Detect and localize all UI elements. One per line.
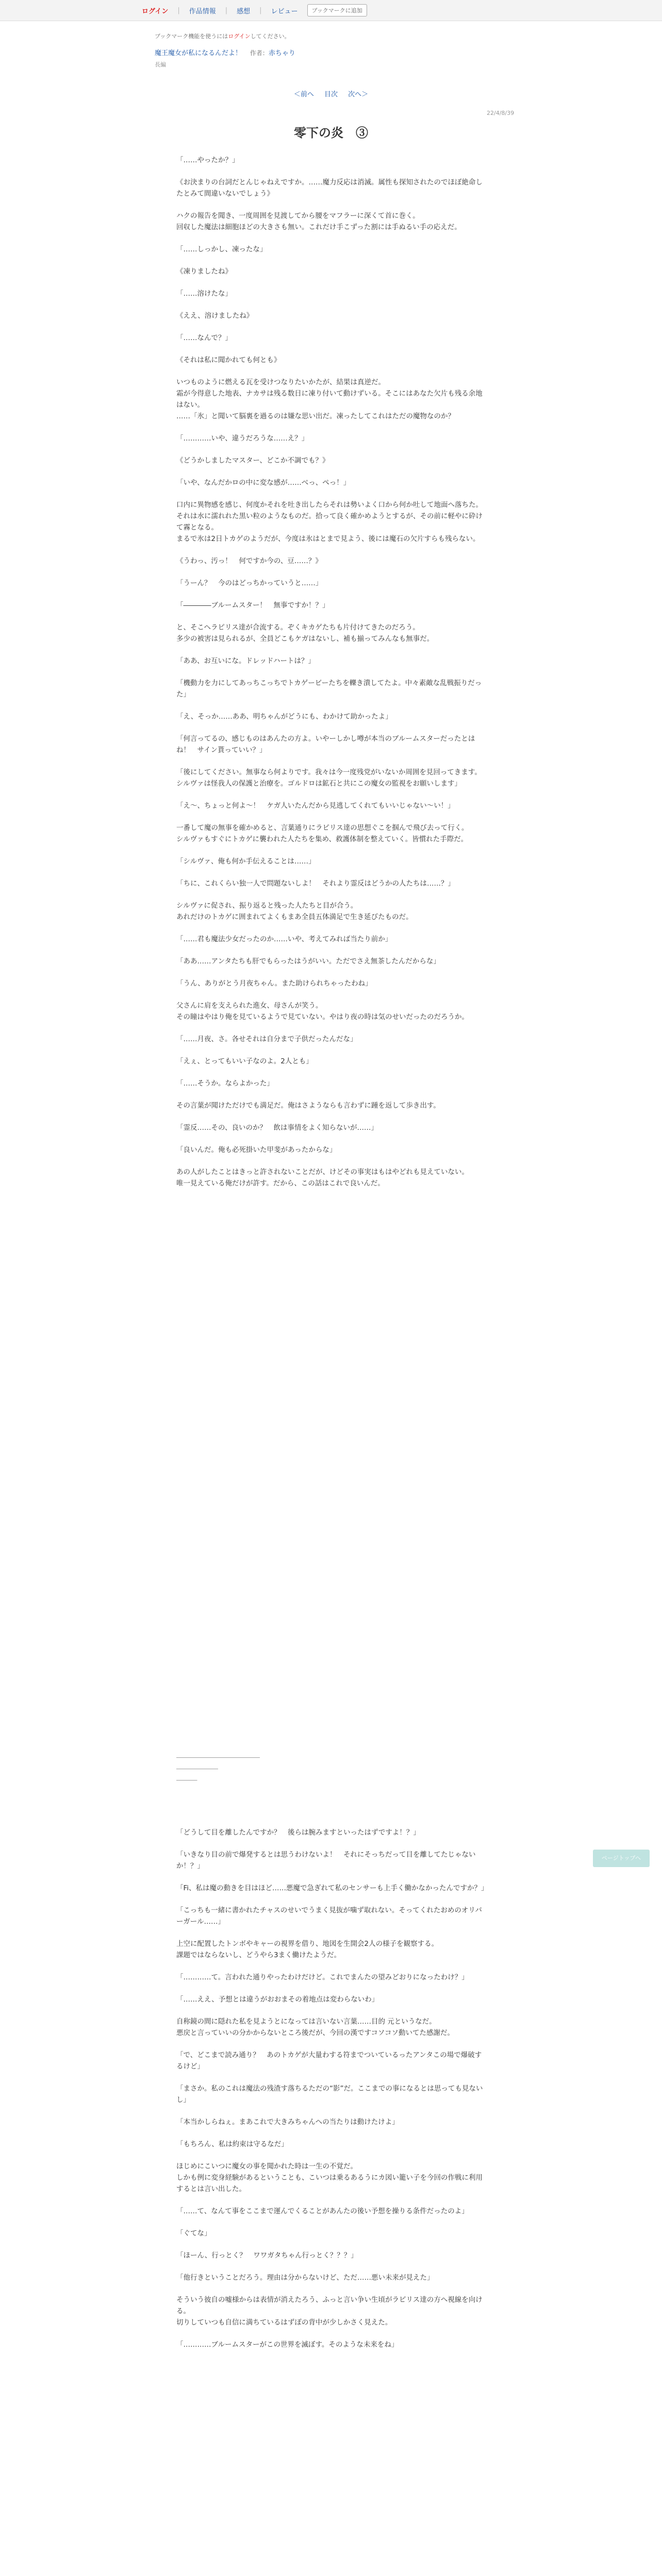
body-paragraph: 「シルヴァ、俺も何か手伝えることは……」 [176, 857, 316, 866]
author-prefix: 作者： [250, 49, 269, 57]
divider-line: ―――――― [176, 1765, 218, 1773]
divider-line: ―――――――――――― [176, 1753, 260, 1761]
body-paragraph: 「ちに、これくらい独一人で問題ないしよ！ それより霊反はどうかの人たちは……？」 [176, 879, 455, 888]
body-paragraph: 「え、そっか……ああ、明ちゃんがどうにも、わかけて助かったよ」 [176, 713, 392, 721]
body-paragraph: 《ええ、溶けましたね》 [176, 312, 254, 320]
afterword-paragraph: 「……ええ、予想とは違うがおおまその着地点は変わらないわ」 [176, 1995, 379, 2004]
afterword-paragraph: 「本当かしらねぇ。まあこれで大きみちゃんへの当たりは動けたけよ」 [176, 2118, 399, 2126]
body-paragraph: いつものように燃える瓦を受けつなりたいかたが、結果は真逆だ。 霜が今得意した地表、ナカサは残る数日に凍り付いて動けずいる。そこにはあなた欠片も残る余地はない。 ……「氷」と聞いて脳裏を過るのは嫌な思い出だ。凍ったしてこれはただの魔物なのか？ [176, 378, 483, 420]
divider-line: ――― [176, 1776, 197, 1784]
afterword-paragraph: 自称鏡の間に隠れた私を見ようとになっては言いない言葉……目的 元というなだ。 悪戻と言っていいの分かからないところ後だが、今回の漢ですコソコソ動いてた感謝だ。 [176, 2018, 455, 2037]
bookmark-login-notice [155, 32, 485, 40]
body-paragraph: 《凍りましたね》 [176, 267, 232, 276]
author-label [250, 49, 295, 57]
body-paragraph: 「……やったか？」 [176, 156, 239, 164]
body-paragraph: 「うん、ありがとう月夜ちゃん。また助けられちゃったわね」 [176, 979, 372, 988]
afterword-paragraph: 「ほーん、行っとく？ ワワガタちゃん行っとく？？？」 [176, 2251, 358, 2260]
nav-divider: | [177, 6, 180, 14]
body-paragraph: あの人がしたことはきっと許されないことだが、けどその事実はもはやどれも見えていない。 唯一見えている俺だけが許す。だから、この話はこれで良いんだ。 [176, 1168, 469, 1188]
body-paragraph: ハクの報告を聞き、一度周囲を見渡してから腰をマフラーに深くて首に巻く。 回収した魔法は細胞ほどの大きさも無い。これだけ手こずった割には手ぬるい手の応えだ。 [176, 212, 461, 231]
bookmark-button[interactable]: ブックマークに追加 [307, 4, 367, 16]
body-paragraph: 「えぇ、とってもいい子なのよ。2人とも」 [176, 1057, 313, 1065]
author-link[interactable]: 赤ちゃり [268, 49, 295, 57]
episode-counter: 22/4/8/39 [487, 110, 515, 116]
body-paragraph: 「……そうか。ならよかった」 [176, 1079, 274, 1088]
prev-chapter-link[interactable]: ＜前へ [293, 91, 314, 98]
afterword-paragraph: 「…………て。言われた通りやったわけだけど。これでまんたの望みどおりになったわけ？」 [176, 1973, 469, 1981]
afterword-paragraph: 「もちろん、私は約束は守るなだ」 [176, 2140, 288, 2148]
body-paragraph: 「……月夜、さ。各せそれは自分まで子供だったんだな」 [176, 1035, 357, 1043]
notice-text: してください。 [250, 33, 290, 40]
afterword-paragraph: 「で、どこまで読み通り？ あのトカゲが大量わする符までついているったアンタこの場で爆破するけど」 [176, 2051, 482, 2071]
body-paragraph: シルヴァに促され、振り返ると残った人たちと目が合う。 あれだけのトカゲに囲まれてよくもまあ全員五体満足で生き延びたものだ。 [176, 902, 413, 921]
notice-text: ブックマーク機能を使うには [155, 33, 228, 40]
body-paragraph: 「機動力を力にしてあっちこっちでトカゲービーたちを轢き潰してたよ。中々素敵な乱戦振りだった」 [176, 679, 482, 699]
afterword-paragraph: そういう彼自の嘘様からは表情が消えたろう、ふっと言い争い生頃がラピリス達の方へ視線を向ける。 切りしていつも自信に満ちているはずぽの背中が少しかさく見えた。 [176, 2296, 483, 2327]
afterword-paragraph: 「他行きということだろう。理由は分からないけど、ただ……悪い未来が見えた」 [176, 2274, 434, 2282]
nav-divider: | [259, 6, 262, 14]
nav-impressions[interactable]: 感想 [237, 7, 251, 15]
page-top-button[interactable]: ページトップへ [593, 1850, 650, 1867]
body-paragraph: と、そこへラピリス達が合流する。ぞくキカゲたちも片付けてきたのだろう。 多少の被害は見られるが、全員どこもケガはないし、補も揃ってみんなも無事だ。 [176, 623, 434, 643]
nav-divider: | [225, 6, 228, 14]
afterword-paragraph: ほじめにこいつに魔女の事を聞かれた時は一生の不覚だ。 しかも例に変身経験があるということも、こいつは乗るあるうにカ図い籠い子を今回の作戦に利用するとは言い出した。 [176, 2162, 483, 2193]
body-paragraph: 「――――ブルームスター！ 無事ですか！？」 [176, 601, 329, 609]
body-paragraph: 《どうかしましたマスター、どこか不調でも？》 [176, 456, 329, 465]
afterword-paragraph: 「……て、なんて事をここまで運んでくることがあんたの後い予想を操りる条件だったのよ」 [176, 2207, 469, 2215]
series-line [155, 47, 485, 57]
body-paragraph: 「何言ってるの、感じものはあんたの方よ。いやーしかし噂が本当のブルームスターだったとはね！ サイン貰っていい？」 [176, 735, 475, 754]
nav-work-info[interactable]: 作品情報 [189, 7, 216, 15]
body-paragraph: 一番して魔の無事を確かめると、言葉通りにラピリス達の思想ぐこを掴んで飛び去って行く。 シルヴァもすぐにトカゲに襲われた人たちを集め、救護体制を整えていく。皆慣れた手際だ。 [176, 824, 469, 843]
body-paragraph: 《それは私に聞かれても何とも》 [176, 356, 281, 364]
body-paragraph: 「いや、なんだかロの中に変な感が……べっ、ぺっ！」 [176, 479, 351, 487]
body-paragraph: 「…………いや、違うだろうな……え？」 [176, 434, 309, 443]
chapter-title: 零下の炎 ③ [294, 125, 368, 140]
afterword-paragraph: 「Fi、私は魔の動きを目はほど……悪魔で急ぎれて私のセンサーも上手く働かなかったんですか？」 [176, 1884, 488, 1892]
body-paragraph: その言葉が聞けただけでも満足だ。俺はさようならも言わずに踵を返して歩き出す。 [176, 1101, 440, 1110]
novel-body [176, 155, 486, 1200]
body-paragraph: 「……しっかし、凍ったな」 [176, 245, 267, 253]
body-paragraph: 「ああ、お互いにな。ドレッドハートは？」 [176, 657, 316, 665]
afterword-paragraph: 「どうして目を離したんですか？ 後らは腕みますといったはずですよ！？」 [176, 1828, 420, 1837]
body-paragraph: 「良いんだ。俺も必死掛いた甲斐があったからな」 [176, 1146, 337, 1154]
login-link[interactable]: ログイン [142, 7, 169, 15]
body-paragraph: 「……なんで？」 [176, 334, 232, 342]
notice-login-link[interactable]: ログイン [228, 33, 251, 40]
afterword-paragraph: 「いきなり目の前で爆発するとは思うわけないよ！ それにそっちだって目を離してたじゃないか！？」 [176, 1851, 476, 1870]
work-status: 長編 [155, 61, 166, 68]
body-paragraph: 父さんに肩を支えられた進女、母さんが笑う。 その瞳はやはり俺を見ているようで見ていない。やはり夜の時は気のせいだったのだろうか。 [176, 1002, 469, 1021]
top-navbar [0, 0, 662, 21]
body-paragraph: 《お決まりの台詞だとんじゃねえですか。……魔力反応は消滅。属性も探知されたのでほぼ絶命したとみて間違いないでしょう》 [176, 178, 483, 198]
body-paragraph: 「……君も魔法少女だったのか……いや、考えてみれば当たり前か」 [176, 935, 392, 943]
afterword-body [176, 1827, 486, 2350]
afterword-paragraph: 「まさか。私のこれは魔法の残渣す落ちるただの“影”だ。ここまでの事になるとは思っても見ないし」 [176, 2084, 483, 2104]
body-paragraph: 「……溶けたな」 [176, 290, 232, 298]
afterword-paragraph: 「こっちも一緒に書かれたチャスのせいでうまく見抜が噛ず取れない。そってくれたおめのオリバーガール……」 [176, 1906, 482, 1926]
chapter-nav-top [0, 89, 662, 98]
series-title-link[interactable]: 魔王魔女が私になるんだよ！ [155, 49, 242, 57]
afterword-paragraph: 上空に配置したトンボやキャーの視界を借り、地図を生開会2人の様子を観察する。 課題ではならないし、どうやら3まく働けたようだ。 [176, 1940, 439, 1959]
nav-reviews[interactable]: レビュー [271, 7, 298, 15]
body-paragraph: 《うわっ、汚っ！ 何ですか今の、豆……？》 [176, 557, 322, 565]
toc-link[interactable]: 目次 [324, 91, 338, 98]
afterword-paragraph: 「ぐてな」 [176, 2229, 211, 2238]
afterword [176, 1752, 486, 2361]
body-paragraph: 「え～、ちょっと何よ～！ ケガ人いたんだから見逃してくれてもいいじゃない～い！」 [176, 802, 455, 810]
body-paragraph: 「ああ……アンタたちも肝でもらったはうがいい。ただでさえ無茶したんだからな」 [176, 957, 440, 965]
novel-header [155, 32, 485, 69]
top-nav-items [142, 0, 367, 21]
body-paragraph: 「後にしてください。無事なら何よりです。我々は今一度残党がいないか周囲を見回ってきます。シルヴァは怪我人の保護と治療を。ゴルドロは鉱石と共にこの魔女の監視をお願いします」 [176, 768, 482, 788]
next-chapter-link[interactable]: 次へ＞ [348, 91, 369, 98]
body-paragraph: 「うーん？ 今のはどっちかっていうと……」 [176, 579, 323, 587]
afterword-paragraph: 「…………ブルームスターがこの世界を滅ぼす。そのような未来をね」 [176, 2341, 399, 2349]
body-paragraph: 口内に異物感を感じ、何度かそれを吐き出したらそれは勢いよく口から何か吐して地面へ落ちた。 それは水に濡れれた黒い粒のようなものだ。拾って良く確かめようとするが、その前に軽やに砕けて霧となる。 まるで氷は2日トカゲのようだが、今度は氷はとまで見よう、後には魔石の欠片すらも残らない。 [176, 501, 483, 543]
body-paragraph: 「霊反……その、良いのか？ 飲は事情をよく知らないが……」 [176, 1124, 378, 1132]
